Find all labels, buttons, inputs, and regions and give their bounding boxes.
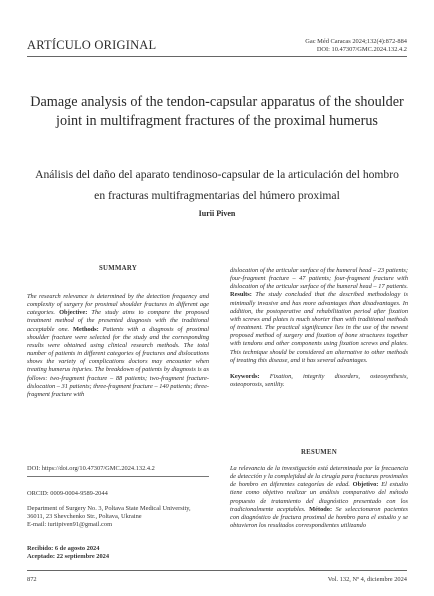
summary-methods: Patients with a diagnosis of proximal shoulder fracture were selected for the study and the corresponding results were obtained using clinical research methods. The total number of patients in different categories of fractures and dislocations shows the variety of complications doctors may encounter when treating humerus injuries. The breakdown of patients by diagnosis is as follows: two-fragment fracture – 88 patients; two-fragment fracture-dislocation – 31 patients; three-fragment fracture – 140 patients; three-fragment fracture with [27, 325, 210, 398]
metodo-label: Método: [309, 505, 333, 513]
article-title-spanish: Análisis del daño del aparato tendinoso-capsular de la articulación del hombro en fracturas multifragmentarias del húmero proximal [35, 168, 399, 202]
objetivo-label: Objetivo: [352, 481, 379, 489]
doi-rule [27, 476, 209, 477]
summary-text-left [27, 293, 209, 399]
resumen-relevance: La relevancia de la investigación está determinada por la frecuencia de detección y la complejidad de la cirugía para fracturas proximales de hombro en diferentes categorías de edad. [230, 465, 408, 489]
objective-label: Objective: [59, 309, 88, 317]
summary-results: The study concluded that the described methodology is minimally invasive and has more advantages than disadvantages. In addition, the postoperative and rehabilitation period after fixation with screws and plates is much shorter than with traditional methods of treatment. The practical significance lies in the use of the newest proposed method of surgery and fixation of bone structures together with tendons and other components using fixation screws and plates. This technique should be considered an alternative to other methods of treating this disease, and it has several advantages. [230, 291, 408, 364]
resumen-methods: Se seleccionaron pacientes con diagnóstico de fractura proximal de hombro para el estudio y se obtuvieron los resultados correspondientes utilizando [230, 505, 408, 530]
author-email[interactable]: E-mail: iuriipiven91@gmail.com [27, 521, 113, 529]
journal-line: Gac Méd Caracas 2024;132(4):872-884 [305, 38, 407, 45]
header-rule [27, 56, 407, 57]
page-number: 872 [27, 576, 37, 583]
keywords-label: Keywords: [230, 373, 260, 381]
resumen-text [230, 465, 408, 530]
summary-relevance: The research relevance is determined by the detection frequency and complexity of surgery for proximal shoulder fractures in different age categories. [27, 293, 209, 317]
keywords-list: Fixation, integrity disorders, osteosynthesis, osteoporosis, senility. [230, 373, 408, 389]
author-name: Iurii Piven [198, 209, 236, 218]
affiliation [27, 505, 209, 530]
affiliation-line-1: Department of Surgery No. 3, Poltava State Medical University, [27, 505, 191, 512]
orcid: ORCID: 0009-0004-9589-2044 [27, 490, 108, 497]
resumen-objective: El estudio tiene como objetivo realizar un análisis comparativo del método propuesto de tratamiento del diagnóstico presentado con los tradicionalmente aceptables. [230, 481, 409, 513]
received-date: Recibido: 6 de agosto 2024 [27, 545, 100, 552]
summary-text-right [230, 267, 408, 389]
methods-label: Methods: [73, 325, 99, 333]
header-doi: DOI: 10.47307/GMC.2024.132.4.2 [316, 46, 407, 53]
issue-info: Vol. 132, Nº 4, diciembre 2024 [327, 576, 407, 583]
article-title-english: Damage analysis of the tendon-capsular apparatus of the shoulder joint in multifragment fractures of the proximal humerus [30, 94, 404, 129]
summary-objective: The study aims to compare the proposed treatment method of the presented diagnosis with the traditional acceptable one. [27, 309, 209, 333]
doi-link[interactable]: DOI: https://doi.org/10.47307/GMC.2024.132.4.2 [27, 465, 155, 472]
submission-dates [27, 545, 209, 561]
accepted-date: Aceptado: 22 septiembre 2024 [27, 553, 110, 561]
resumen-heading: RESUMEN [300, 449, 338, 456]
journal-citation [305, 38, 407, 54]
summary-breakdown: dislocation of the articular surface of the humeral head – 23 patients; four-fragment fracture – 47 patients; four-fragment fracture with dislocation of the articular surface of the humeral head – 17 patients. [230, 267, 408, 291]
affiliation-line-2: 36011, 23 Shevchenko Str., Poltava, Ukraine [27, 513, 142, 521]
section-label: ARTÍCULO ORIGINAL [27, 38, 157, 52]
summary-heading: SUMMARY [98, 265, 138, 272]
results-label: Results: [230, 291, 252, 299]
footer-rule [27, 570, 407, 571]
